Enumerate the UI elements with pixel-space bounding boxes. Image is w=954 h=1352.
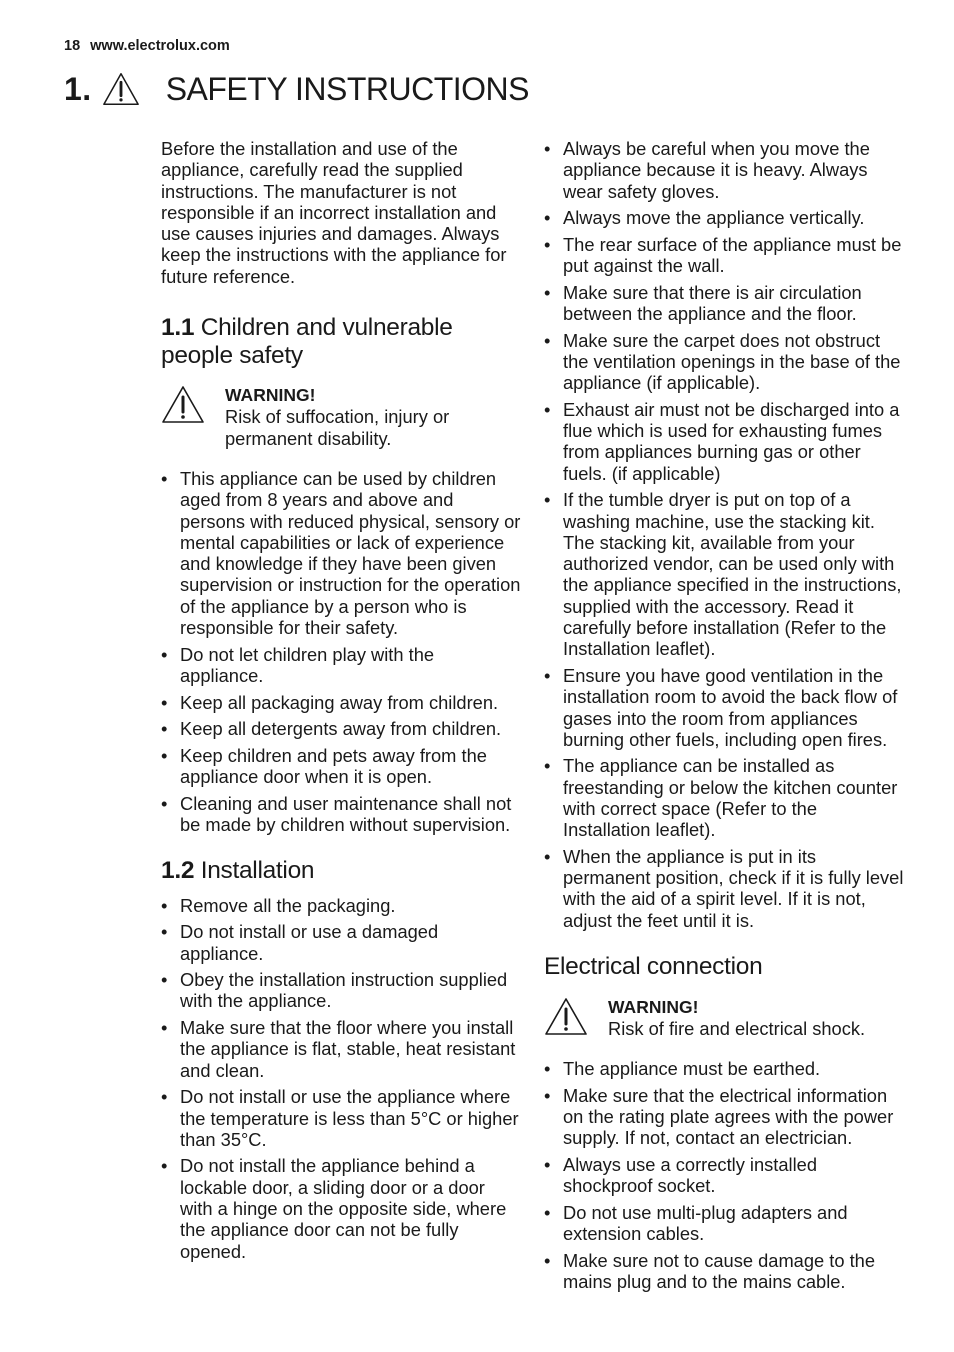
warning-triangle-icon [161, 385, 205, 425]
installation-list-left [161, 895, 521, 1262]
warning-triangle-icon [544, 997, 588, 1037]
list-item: • If the tumble dryer is put on top of a washing machine, use the stacking kit. The stacking kit, available from your authorized vendor, can be used only with the appliance specified in the instructions, supplied with the accessory. Read it carefully before installation (Refer to the Installation leaflet). [544, 489, 904, 659]
list-item: • This appliance can be used by children aged from 8 years and above and persons with reduced physical, sensory or mental capabilities or lack of experience and knowledge if they have been given supervision or instruction for the operation of the appliance by a person who is responsible for their safety. [161, 468, 521, 638]
list-item: • The appliance can be installed as freestanding or below the kitchen counter with correct space (Refer to the Installation leaflet). [544, 755, 904, 840]
list-item: • Do not use multi-plug adapters and extension cables. [544, 1202, 904, 1245]
title-text: SAFETY INSTRUCTIONS [165, 70, 529, 107]
electrical-list [544, 1058, 904, 1292]
page-number: 18 [64, 38, 81, 54]
left-column [161, 138, 521, 1267]
list-item: • Cleaning and user maintenance shall not be made by children without supervision. [161, 793, 521, 836]
list-item: • Keep all detergents away from children. [161, 718, 521, 739]
list-item: • Make sure that there is air circulation between the appliance and the floor. [544, 282, 904, 325]
right-column [544, 138, 904, 1298]
warning-triangle-icon [102, 71, 140, 107]
list-item: • Make sure that the electrical information on the rating plate agrees with the power supply. If not, contact an electrician. [544, 1085, 904, 1149]
section-number: 1.2 [161, 857, 195, 885]
list-item: • Do not install or use a damaged appliance. [161, 921, 521, 964]
list-item: • Ensure you have good ventilation in the installation room to avoid the back flow of gases into the room from appliances burning other fuels, including open fires. [544, 665, 904, 750]
section-heading-electrical: Electrical connection [544, 953, 763, 981]
warning-text: Risk of fire and electrical shock. [608, 1017, 866, 1039]
list-item: • Remove all the packaging. [161, 895, 521, 916]
list-item: • The rear surface of the appliance must be put against the wall. [544, 234, 904, 277]
title-number: 1. [64, 70, 92, 107]
installation-list-right [544, 138, 904, 931]
list-item: • Always be careful when you move the appliance because it is heavy. Always wear safety gloves. [544, 138, 904, 202]
section-heading-installation [161, 857, 521, 885]
section-title: Installation [200, 857, 315, 885]
list-item: • Do not let children play with the appliance. [161, 644, 521, 687]
warning-box-electrical [544, 997, 904, 1040]
list-item: • Keep children and pets away from the appliance door when it is open. [161, 745, 521, 788]
section-title: Children and vulnerable people safety [161, 314, 453, 369]
list-item: • The appliance must be earthed. [544, 1058, 904, 1079]
list-item: • Obey the installation instruction supplied with the appliance. [161, 969, 521, 1012]
section-heading-children [161, 314, 521, 369]
warning-title: WARNING! [608, 996, 699, 1017]
list-item: • Do not install or use the appliance where the temperature is less than 5°C or higher than 35°C. [161, 1086, 521, 1150]
list-item: • Keep all packaging away from children. [161, 692, 521, 713]
list-item: • Always move the appliance vertically. [544, 207, 904, 228]
warning-box-children [161, 385, 521, 449]
list-item: • Make sure the carpet does not obstruct the ventilation openings in the base of the appliance (if applicable). [544, 330, 904, 394]
section-number: 1.1 [161, 314, 195, 342]
page-title [64, 68, 529, 110]
list-item: • Exhaust air must not be discharged into a flue which is used for exhausting fumes from appliances burning gas or other fuels. (if applicable) [544, 399, 904, 484]
page-header [64, 38, 230, 54]
list-item: • When the appliance is put in its permanent position, check if it is fully level with the aid of a spirit level. If it is not, adjust the feet until it is. [544, 846, 904, 931]
list-item: • Make sure that the floor where you install the appliance is flat, stable, heat resistant and clean. [161, 1017, 521, 1081]
warning-text: Risk of suffocation, injury or permanent disability. [225, 406, 450, 449]
warning-title: WARNING! [225, 385, 316, 406]
list-item: • Make sure not to cause damage to the mains plug and to the mains cable. [544, 1250, 904, 1293]
list-item: • Always use a correctly installed shockproof socket. [544, 1154, 904, 1197]
intro-paragraph: Before the installation and use of the appliance, carefully read the supplied instructions. The manufacturer is not responsible if an incorrect installation and use causes injuries and damages. Always keep the instructions with the appliance for future reference. [161, 138, 507, 287]
website-url: www.electrolux.com [90, 38, 230, 54]
list-item: • Do not install the appliance behind a lockable door, a sliding door or a door with a hinge on the opposite side, where the appliance door can not be fully opened. [161, 1155, 521, 1261]
children-safety-list [161, 468, 521, 835]
